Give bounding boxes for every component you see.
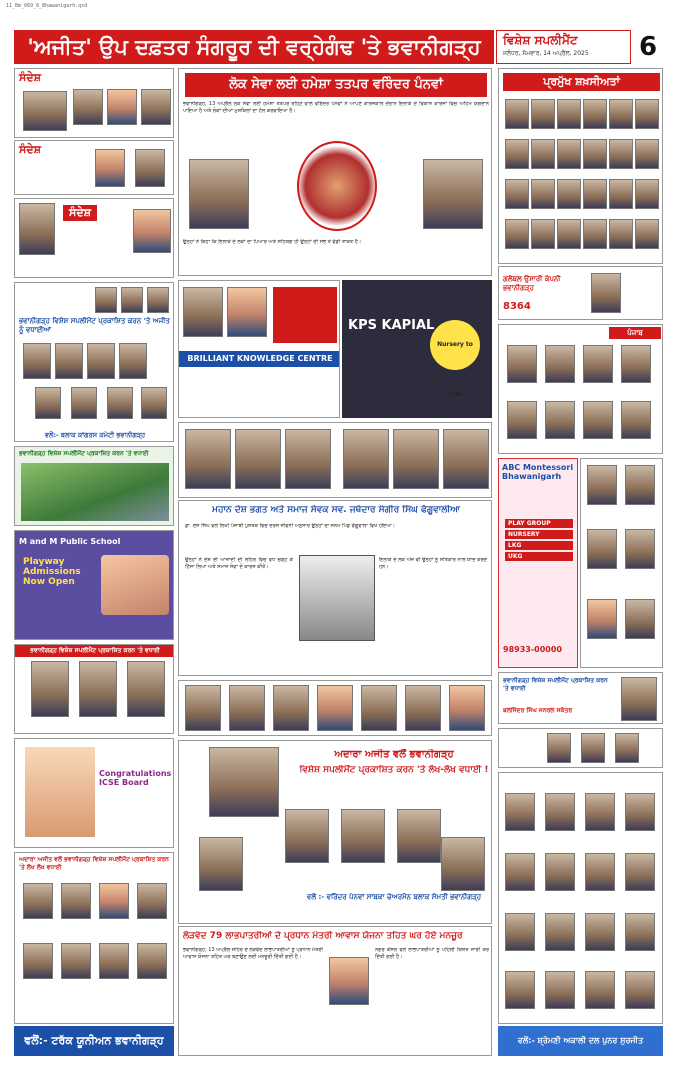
box-footer: ਵਲੋਂ:- ਬਲਾਕ ਕਾਂਗਰਸ ਕਮੇਟੀ ਭਵਾਨੀਗੜ੍ਹ: [15, 429, 174, 441]
school-ad: [14, 530, 174, 640]
portrait: [79, 661, 117, 717]
portrait: [361, 685, 397, 731]
portrait: [95, 149, 125, 187]
portrait: [183, 287, 223, 337]
portrait: [19, 203, 55, 255]
sandesh-label: ਸੰਦੇਸ਼: [19, 143, 41, 156]
portrait: [557, 219, 581, 249]
article-text: ਡਾ. ਦੇਸ਼ ਸਿੰਘ ਵਲੋਂ ਲਿਖੀ ਪੰਜਾਬੀ ਪੁਸਤਕ ਵਿਚ ਦਰਜ ਜੀਵਨੀ ਅਨੁਸਾਰ ਉਨ੍ਹਾਂ ਦਾ ਜਨਮ ਪਿੰਡ ਫੱਗੂਵਾਲਾ ਵਿਖੇ ਹੋਇਆ।: [185, 523, 396, 529]
ad-number: 8364: [503, 301, 531, 312]
kps-ad: [342, 280, 492, 418]
portrait: [531, 179, 555, 209]
portrait: [329, 957, 369, 1005]
portrait: [531, 219, 555, 249]
course-item: LKG: [505, 541, 573, 550]
portrait: [127, 661, 165, 717]
portrait: [137, 943, 167, 979]
portrait: [583, 99, 607, 129]
portrait: [557, 99, 581, 129]
leaders-strip: [178, 680, 492, 736]
portrait: [443, 429, 489, 489]
chairman-greeting: [178, 740, 492, 924]
portrait: [61, 943, 91, 979]
portrait: [507, 401, 537, 439]
portrait: [449, 685, 485, 731]
portrait: [583, 401, 613, 439]
portrait: [531, 139, 555, 169]
portrait: [185, 685, 221, 731]
lead-headline: ਲੋਕ ਸੇਵਾ ਲਈ ਹਮੇਸ਼ਾ ਤਤਪਰ ਵਰਿੰਦਰ ਪੰਨਵਾਂ: [185, 73, 487, 97]
portrait: [625, 971, 655, 1009]
icse-ad: [14, 738, 174, 848]
portrait: [625, 913, 655, 951]
portrait: [99, 883, 129, 919]
portrait: [635, 99, 659, 129]
akali-footer: ਵਲੋਂ:- ਸ਼੍ਰੋਮਣੀ ਅਕਾਲੀ ਦਲ ਪੁਨਰ ਸੁਰਜੀਤ: [498, 1026, 663, 1056]
portrait: [343, 429, 389, 489]
portrait: [505, 139, 529, 169]
portrait: [505, 219, 529, 249]
brilliant-ad: [178, 280, 340, 418]
portrait: [285, 809, 329, 863]
portrait: [587, 529, 617, 569]
supplement-box: [496, 30, 631, 64]
portrait: [87, 343, 115, 379]
ad-tag: [273, 287, 337, 343]
portrait: [99, 943, 129, 979]
portrait: [505, 971, 535, 1009]
masthead-headline: 'ਅਜੀਤ' ਉਪ ਦਫ਼ਤਰ ਸੰਗਰੂਰ ਦੀ ਵਰ੍ਹੇਗੰਢ 'ਤੇ ਭਵਾਨੀਗੜ੍ਹ: [14, 30, 494, 64]
portrait: [423, 159, 483, 229]
portrait: [505, 913, 535, 951]
abc-course-list: [505, 519, 573, 563]
section-heading: ਪੰਜਾਬ: [609, 327, 661, 339]
sandesh-label: ਸੰਦੇਸ਼: [19, 71, 41, 84]
portrait: [227, 287, 267, 337]
portrait: [505, 179, 529, 209]
greeting-footer: ਵਲੋਂ :- ਵਰਿੰਦਰ ਪੰਨਵਾਂ ਸਾਬਕਾ ਚੇਅਰਮੈਨ ਬਲਾਕ ਸੰਮਤੀ ਭਵਾਨੀਗੜ੍ਹ: [306, 893, 481, 901]
sarpanch-box: [498, 672, 663, 724]
portrait: [545, 793, 575, 831]
portrait: [545, 971, 575, 1009]
box-heading: ਭਵਾਨੀਗੜ੍ਹ ਵਿਸ਼ੇਸ਼ ਸਪਲੀਮੈਂਟ ਪ੍ਰਕਾਸ਼ਿਤ ਕਰਨ 'ਤੇ ਵਧਾਈ: [503, 677, 608, 692]
right-portraits: [580, 458, 663, 668]
box-heading: ਭਵਾਨੀਗੜ੍ਹ ਵਿਸ਼ੇਸ਼ ਸਪਲੀਮੈਂਟ ਪ੍ਰਕਾਸ਼ਿਤ ਕਰਨ 'ਤੇ ਵਧਾਈ: [15, 645, 174, 657]
congress-greeting-box: [14, 282, 174, 442]
portrait: [73, 89, 103, 125]
portrait: [635, 219, 659, 249]
portrait: [23, 343, 51, 379]
portrait: [625, 853, 655, 891]
portrait: [505, 793, 535, 831]
sandesh-box-1: [14, 68, 174, 138]
portrait: [107, 89, 137, 125]
portrait: [635, 139, 659, 169]
portrait: [317, 685, 353, 731]
portrait: [587, 599, 617, 639]
article-text: ਉਨ੍ਹਾਂ ਨੇ ਕਿਹਾ ਕਿ ਇਲਾਕੇ ਦੇ ਲੋਕਾਂ ਦਾ ਪਿਆਰ ਅਤੇ ਸਹਿਯੋਗ ਹੀ ਉਨ੍ਹਾਂ ਦੀ ਸਭ ਤੋਂ ਵੱਡੀ ਤਾਕਤ ਹੈ।: [183, 239, 362, 245]
truck-union-box: [14, 852, 174, 1024]
portrait: [585, 793, 615, 831]
portrait: [23, 943, 53, 979]
sandesh-box-3: [14, 198, 174, 278]
page-number: 6: [638, 32, 658, 62]
portrait: [507, 345, 537, 383]
box-heading: ਭਵਾਨੀਗੜ੍ਹ ਵਿਸ਼ੇਸ਼ ਸਪਲੀਮੈਂਟ ਪ੍ਰਕਾਸ਼ਿਤ ਕਰਨ 'ਤੇ ਅਜੀਤ ਨੂੰ ਵਧਾਈਆਂ: [19, 317, 170, 334]
portrait: [557, 179, 581, 209]
portrait: [55, 343, 83, 379]
punjab-box: [498, 324, 663, 454]
portrait: [229, 685, 265, 731]
portrait: [583, 139, 607, 169]
notable-people: [498, 68, 663, 264]
tribute-story: [178, 500, 492, 676]
article-text: ਭਵਾਨੀਗੜ੍ਹ, 13 ਅਪ੍ਰੈਲ ਲੋਕ ਸੇਵਾ ਲਈ ਹਮੇਸ਼ਾ ਤਤਪਰ ਰਹਿਣ ਵਾਲੇ ਵਰਿੰਦਰ ਪੰਨਵਾਂ ਨੇ ਆਪਣੇ ਕਾਰਜਕਾਲ ਦੌਰਾਨ ਇਲਾਕੇ ਦੇ ਵਿਕਾਸ ਕਾਰਜਾਂ ਵਿਚ ਅਹਿਮ ਯੋਗਦਾਨ ਪਾਇਆ ਹੈ ਅਤੇ ਲੋਕਾਂ ਦੀਆਂ ਮੁਸ਼ਕਿਲਾਂ ਦਾ ਹੱਲ ਕਰਵਾਇਆ ਹੈ।: [183, 101, 489, 114]
portrait: [609, 99, 633, 129]
portrait: [585, 913, 615, 951]
portrait: [545, 345, 575, 383]
portrait: [133, 209, 171, 253]
dateline: ਜਲੰਧਰ, ਸੋਮਵਾਰ, 14 ਅਪ੍ਰੈਲ, 2025: [503, 50, 589, 57]
portrait: [119, 343, 147, 379]
portrait: [235, 429, 281, 489]
lead-story: [178, 68, 492, 276]
portrait: [591, 273, 621, 313]
box-sub: ਬਲਜਿੰਦਰ ਸਿੰਘ ਜਨਰਲ ਸਕੱਤਰ: [503, 707, 573, 714]
portrait: [137, 883, 167, 919]
portrait: [583, 345, 613, 383]
portrait: [189, 159, 249, 229]
portrait: [625, 599, 655, 639]
article-text: ਭਵਾਨੀਗੜ੍ਹ, 13 ਅਪ੍ਰੈਲ ਸ਼ਹਿਰ ਦੇ ਲੋੜਵੰਦ ਲਾਭਪਾਤਰੀਆਂ ਨੂੰ ਪ੍ਰਧਾਨ ਮੰਤਰੀ ਆਵਾਸ ਯੋਜਨਾ ਤਹਿਤ ਘਰ ਬਣਾਉਣ ਲਈ ਮਨਜ਼ੂਰੀ ਦਿੱਤੀ ਗਈ ਹੈ।: [183, 947, 323, 960]
tribute-headline: ਮਹਾਨ ਦੇਸ਼ ਭਗਤ ਅਤੇ ਸਮਾਜ ਸੇਵਕ ਸਵ. ਜਥੇਦਾਰ ਸੰਗੀਰ ਸਿੰਘ ਫੱਗੂਵਾਲੀਆ: [212, 505, 460, 515]
portrait: [135, 149, 165, 187]
kps-badge: Nursery to 12th: [430, 320, 480, 370]
portrait: [545, 401, 575, 439]
land-ad: [14, 446, 174, 526]
portrait: [23, 883, 53, 919]
course-item: UKG: [505, 552, 573, 561]
portrait: [583, 179, 607, 209]
portrait: [615, 733, 639, 763]
portrait: [609, 179, 633, 209]
abc-title: ABC Montessori Bhawanigarh: [502, 463, 574, 481]
portrait: [141, 387, 167, 419]
portrait: [147, 287, 169, 313]
portrait: [545, 853, 575, 891]
portrait: [209, 747, 279, 817]
portrait: [121, 287, 143, 313]
portrait: [583, 219, 607, 249]
portrait: [609, 139, 633, 169]
course-item: PLAY GROUP: [505, 519, 573, 528]
box-heading: ਅਦਾਰਾ ਅਜੀਤ ਵਲੋਂ ਭਵਾਨੀਗੜ੍ਹ ਵਿਸ਼ੇਸ਼ ਸਪਲੀਮੈਂਟ ਪ੍ਰਕਾਸ਼ਿਤ ਕਰਨ 'ਤੇ ਲੱਖ ਲੱਖ ਵਧਾਈ: [19, 856, 169, 871]
article-text: ਨਗਰ ਕੌਂਸਲ ਵਲੋਂ ਲਾਭਪਾਤਰੀਆਂ ਨੂੰ ਪਹਿਲੀ ਕਿਸ਼ਤ ਜਾਰੀ ਕਰ ਦਿੱਤੀ ਗਈ ਹੈ।: [375, 947, 489, 960]
construction-ad: [498, 266, 663, 320]
ad-title: BRILLIANT KNOWLEDGE CENTRE: [179, 351, 340, 367]
portrait: [61, 883, 91, 919]
abc-montessori-ad: [498, 458, 578, 668]
portrait: [585, 853, 615, 891]
greeting-box-2: [14, 644, 174, 734]
school-tagline: Playway Admissions Now Open: [23, 557, 81, 587]
photo-strip: [178, 422, 492, 498]
portrait: [587, 465, 617, 505]
portrait: [95, 287, 117, 313]
child-photo: [25, 747, 95, 837]
portrait: [393, 429, 439, 489]
portrait: [441, 837, 485, 891]
portrait: [35, 387, 61, 419]
portrait: [621, 677, 657, 721]
portrait: [405, 685, 441, 731]
portrait: [285, 429, 331, 489]
portrait: [625, 529, 655, 569]
portrait: [341, 809, 385, 863]
housing-headline: ਲੋੜਵੰਦ 79 ਲਾਭਪਾਤਰੀਆਂ ਦੇ ਪ੍ਰਧਾਨ ਮੰਤਰੀ ਆਵਾਸ ਯੋਜਨਾ ਤਹਿਤ ਘਰ ਹੋਏ ਮਨਜ਼ੂਰ: [183, 931, 463, 941]
supplement-title: ਵਿਸ਼ੇਸ਼ ਸਪਲੀਮੈਂਟ: [503, 33, 578, 47]
portrait: [71, 387, 97, 419]
abc-phone: 98933-00000: [503, 645, 562, 654]
portrait: [199, 837, 243, 891]
portrait: [505, 99, 529, 129]
kps-title: KPS KAPIAL: [348, 318, 435, 333]
article-text: ਉਨ੍ਹਾਂ ਨੇ ਦੇਸ਼ ਦੀ ਆਜ਼ਾਦੀ ਦੀ ਲਹਿਰ ਵਿਚ ਵਧ ਚੜ੍ਹ ਕੇ ਹਿੱਸਾ ਲਿਆ ਅਤੇ ਸਮਾਜ ਸੇਵਾ ਦੇ ਕਾਰਜ ਕੀਤੇ।: [185, 557, 293, 570]
portrait: [185, 429, 231, 489]
greeting-line-2: ਵਿਸ਼ੇਸ਼ ਸਪਲੀਮੈਂਟ ਪ੍ਰਕਾਸ਼ਿਤ ਕਰਨ 'ਤੇ ਲੱਖ-ਲੱਖ ਵਧਾਈ !: [299, 765, 489, 775]
tribute-photo: [299, 555, 375, 641]
course-item: NURSERY: [505, 530, 573, 539]
portrait: [621, 345, 651, 383]
portrait: [531, 99, 555, 129]
akali-dal-box: [498, 772, 663, 1024]
ad-line: ਗਲੋਬਲ ਉਸਾਰੀ ਕੰਪਨੀ ਭਵਾਨੀਗੜ੍ਹ: [503, 275, 561, 292]
portrait: [141, 89, 171, 125]
portrait: [23, 91, 67, 131]
sandesh-label: ਸੰਦੇਸ਼: [63, 205, 97, 221]
portrait: [621, 401, 651, 439]
housing-story: [178, 926, 492, 1056]
portrait: [609, 219, 633, 249]
portrait: [625, 465, 655, 505]
portrait: [397, 809, 441, 863]
portrait: [581, 733, 605, 763]
portrait: [547, 733, 571, 763]
article-text: ਇਲਾਕੇ ਦੇ ਲੋਕ ਅੱਜ ਵੀ ਉਨ੍ਹਾਂ ਨੂੰ ਸਤਿਕਾਰ ਨਾਲ ਯਾਦ ਕਰਦੇ ਹਨ।: [379, 557, 487, 570]
greeting-line-1: ਅਦਾਰਾ ਅਜੀਤ ਵਲੋਂ ਭਵਾਨੀਗੜ੍ਹ: [334, 749, 454, 760]
small-portraits: [498, 728, 663, 768]
portrait: [107, 387, 133, 419]
print-slug: 11_Bm_069_6_Bhawanigarh.qxd: [6, 3, 88, 9]
truck-union-footer: ਵਲੋਂ:- ਟਰੱਕ ਯੂਨੀਅਨ ਭਵਾਨੀਗੜ੍ਹ: [14, 1026, 174, 1056]
featured-portrait: [297, 141, 377, 231]
portrait: [505, 853, 535, 891]
child-photo: [101, 555, 169, 615]
portrait: [635, 179, 659, 209]
icse-text: Congratulations ICSE Board: [99, 769, 171, 787]
portrait: [273, 685, 309, 731]
portrait: [31, 661, 69, 717]
sandesh-box-2: [14, 140, 174, 195]
portrait: [545, 913, 575, 951]
portrait: [625, 793, 655, 831]
notable-heading: ਪ੍ਰਮੁੱਖ ਸ਼ਖ਼ਸੀਅਤਾਂ: [503, 73, 660, 91]
ad-heading: ਭਵਾਨੀਗੜ੍ਹ ਵਿਸ਼ੇਸ਼ ਸਪਲੀਮੈਂਟ ਪ੍ਰਕਾਸ਼ਿਤ ਕਰਨ 'ਤੇ ਵਧਾਈ: [19, 450, 149, 457]
portrait: [585, 971, 615, 1009]
aerial-photo: [21, 463, 169, 521]
school-name: M and M Public School: [19, 537, 121, 546]
portrait: [557, 139, 581, 169]
